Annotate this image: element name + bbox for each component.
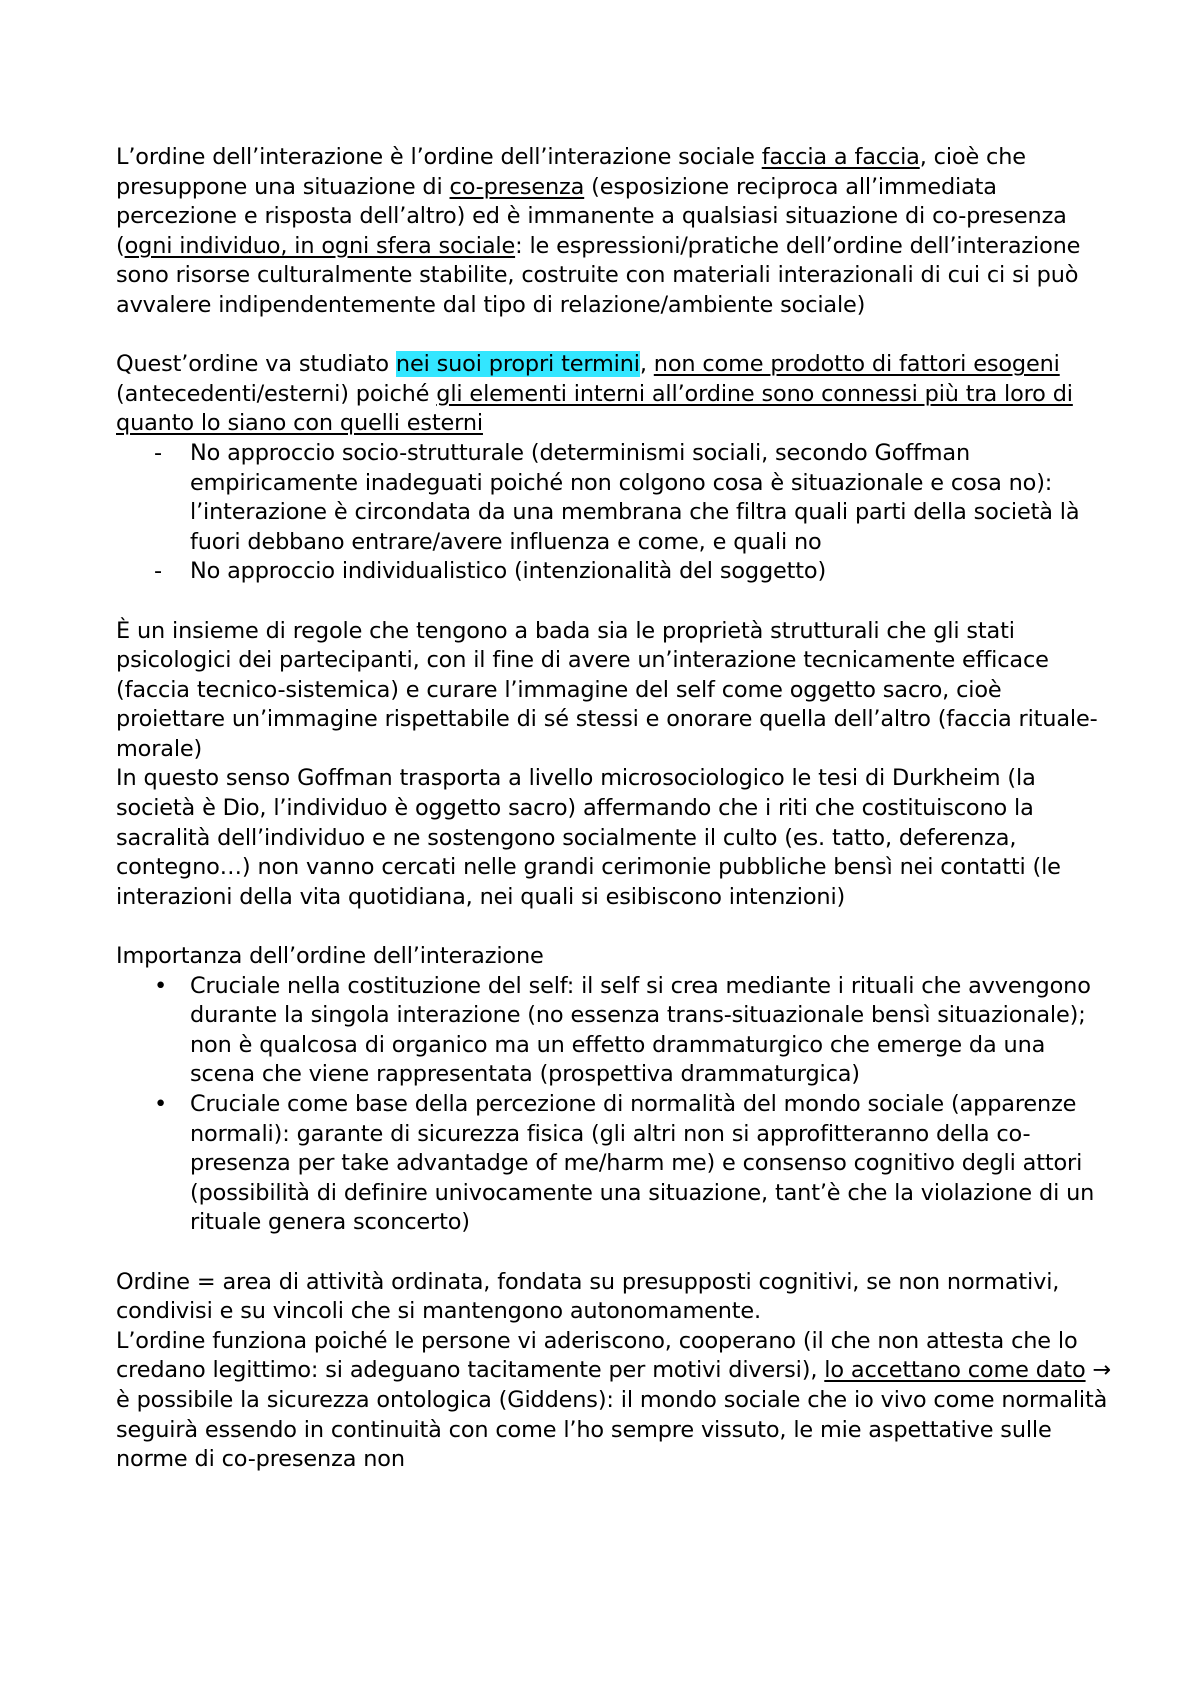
text: L’ordine funziona poiché le persone vi aderiscono, cooperano (il che non attesta che lo credano legittimo: si adeguano tacitamente per motivi diversi), bbox=[116, 1327, 1078, 1384]
paragraph-spacer bbox=[116, 912, 1116, 942]
text: è possibile la sicurezza ontologica (Giddens): il mondo sociale che io vivo come normalità seguirà essendo in continuità con come l’ho sempre vissuto, le mie aspettative sulle norme di co-presenza non bbox=[116, 1386, 1108, 1473]
text: (esposizione reciproca all’immediata percezione e risposta dell’altro) ed è immanente a qualsiasi situazione di co-presenza ( bbox=[116, 173, 1067, 259]
underlined-text: co-presenza bbox=[449, 173, 585, 200]
list-item bbox=[116, 439, 1116, 557]
list-item-text: No approccio individualistico (intenzionalità del soggetto) bbox=[190, 558, 827, 585]
text: : le espressioni/pratiche dell’ordine dell’interazione sono risorse culturalmente stabilite, costruite con materiali interazionali di cui ci si può avvalere indipendentemente dal tipo di relazione/ambiente sociale) bbox=[116, 232, 1081, 318]
paragraph-own-terms bbox=[116, 350, 1116, 439]
text: (antecedenti/esterni) poiché bbox=[116, 380, 437, 407]
list-item-text: Cruciale nella costituzione del self: il self si crea mediante i rituali che avvengono durante la singola interazione (no essenza trans-situazionale bensì situazionale); non è qualcosa di organico ma un effetto drammaturgico che emerge da una scena che viene rappresentata (prospettiva drammaturgica) bbox=[190, 972, 1091, 1088]
section-heading: Importanza dell’ordine dell’interazione bbox=[116, 943, 544, 970]
arrow-icon: → bbox=[1092, 1357, 1112, 1384]
paragraph-spacer bbox=[116, 321, 1116, 351]
paragraph-order-definition: Ordine = area di attività ordinata, fondata su presupposti cognitivi, se non normativi, condivisi e su vincoli che si mantengono autonomamente. bbox=[116, 1268, 1060, 1325]
bullet-marker: • bbox=[154, 972, 168, 999]
underlined-text: gli elementi interni all’ordine sono connessi più tra loro di quanto lo siano con quelli esterni bbox=[116, 380, 1073, 437]
dash-marker: - bbox=[154, 558, 162, 585]
dash-marker: - bbox=[154, 439, 162, 466]
underlined-text: ogni individuo, in ogni sfera sociale bbox=[124, 232, 516, 259]
bullet-list bbox=[116, 972, 1116, 1238]
list-item bbox=[116, 972, 1116, 1090]
paragraph-durkheim: In questo senso Goffman trasporta a livello microsociologico le tesi di Durkheim (la società è Dio, l’individuo è oggetto sacro) affermando che i riti che costituiscono la sacralità dell’individuo e ne sostengono socialmente il culto (es. tatto, deferenza, contegno…) non vanno cercati nelle grandi cerimonie pubbliche bensì nei contatti (le interazioni della vita quotidiana, nei quali si esibiscono intenzioni) bbox=[116, 765, 1061, 910]
underlined-text: faccia a faccia bbox=[761, 144, 920, 170]
text: , cioè che presuppone una situazione di bbox=[116, 144, 1026, 200]
underlined-text: lo accettano come dato bbox=[824, 1357, 1086, 1384]
highlighted-text: nei suoi propri termini bbox=[395, 351, 640, 378]
bullet-marker: • bbox=[154, 1091, 168, 1117]
dash-list bbox=[116, 439, 1116, 587]
text: Quest’ordine va studiato bbox=[116, 351, 396, 378]
paragraph-rules: È un insieme di regole che tengono a bada sia le proprietà strutturali che gli stati psicologici dei partecipanti, con il fine di avere un’interazione tecnicamente efficace (faccia tecnico-sistemica) e curare l’immagine del self come oggetto sacro, cioè proiettare un’immagine rispettabile di sé stessi e onorare quella dell’altro (faccia rituale-morale) bbox=[116, 617, 1098, 762]
list-item-text: No approccio socio-strutturale (determinismi sociali, secondo Goffman empiricamente inadeguati poiché non colgono cosa è situazionale e cosa no): l’interazione è circondata da una membrana che filtra quali parti della società là fuori debbano entrare/avere influenza e come, e quali no bbox=[190, 439, 1080, 555]
list-item bbox=[116, 557, 1116, 587]
paragraph-spacer bbox=[116, 1238, 1116, 1268]
paragraph-spacer bbox=[116, 587, 1116, 617]
document-page bbox=[116, 143, 1116, 1475]
underlined-text: non come prodotto di fattori esogeni bbox=[653, 351, 1060, 378]
paragraph-ontological-security bbox=[116, 1327, 1116, 1475]
text: , bbox=[639, 351, 654, 378]
paragraph-interaction-order bbox=[116, 143, 1116, 321]
text: L’ordine dell’interazione è l’ordine dell’interazione sociale bbox=[116, 144, 762, 170]
list-item bbox=[116, 1090, 1116, 1238]
list-item-text: Cruciale come base della percezione di normalità del mondo sociale (apparenze normali): garante di sicurezza fisica (gli altri non si approfitteranno della co-presenza per take advantadge of me/harm me) e consenso cognitivo degli attori (possibilità di definire univocamente una situazione, tant’è che la violazione di un rituale genera sconcerto) bbox=[190, 1091, 1095, 1236]
